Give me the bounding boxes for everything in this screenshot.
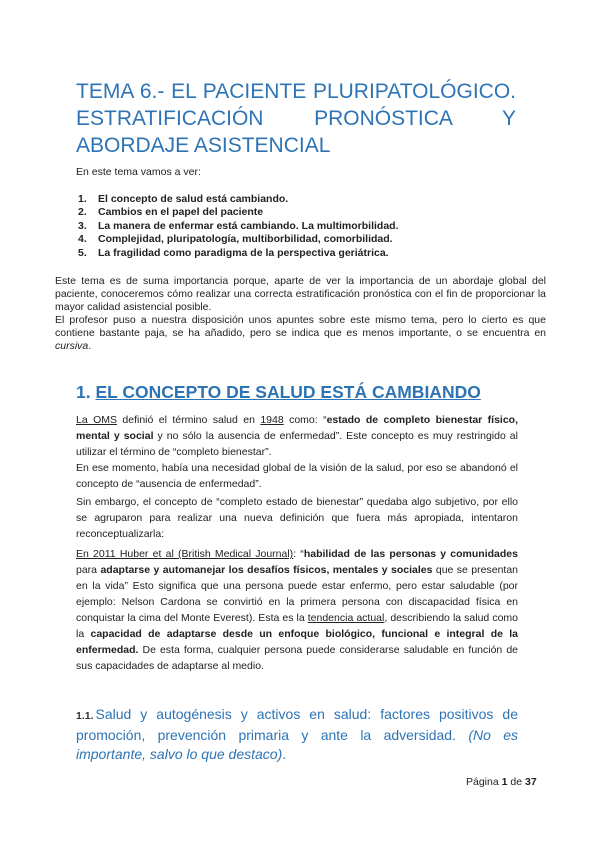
text-run: : “ — [293, 548, 304, 560]
subsection-heading — [76, 705, 518, 764]
topic-item — [78, 247, 399, 260]
text-run: definió el término salud en — [117, 414, 261, 426]
topic-text: La fragilidad como paradigma de la perspectiva geriátrica. — [98, 246, 389, 259]
huber-reference: En 2011 Huber et al (British Medical Journal) — [76, 548, 294, 560]
subsection-text: Salud y autogénesis y activos en salud: factores positivos de promoción, prevención primaria y ante la adversidad. — [76, 706, 518, 743]
page-total: 37 — [525, 776, 537, 788]
section-heading — [76, 382, 481, 403]
subsection-end: . — [282, 746, 287, 762]
text-run: , describiendo la salud como la — [76, 612, 518, 640]
section-paragraph-1 — [76, 412, 518, 460]
summary-p2-end: . — [88, 340, 92, 352]
text-run: que se presentan en la vida” Esto significa que una persona puede estar enfermo, pero estar saludable (por ejemplo: Nelson Cardona se convirtió en la primera persona con discapacidad física en conquistar la cima del Monte Everest). Esta es la — [76, 564, 519, 624]
text-run: y no sólo la ausencia de enfermedad”. Este concepto es muy restringido al utilizar el término de “completo bienestar”. — [76, 430, 518, 458]
bold-run: adaptarse y automanejar los desafíos físicos, mentales y sociales — [100, 564, 433, 576]
page-label: Página — [466, 776, 499, 788]
page-of: de — [510, 776, 523, 788]
title-line-2: ESTRATIFICACIÓN PRONÓSTICA Y — [76, 107, 516, 130]
subsection-italic: (No es importante, salvo lo que destaco) — [76, 727, 519, 762]
section-heading-text: EL CONCEPTO DE SALUD ESTÁ CAMBIANDO — [95, 382, 481, 402]
page-footer — [466, 776, 537, 788]
topic-item — [78, 206, 399, 219]
topic-text: La manera de enfermar está cambiando. La multimorbilidad. — [98, 219, 399, 232]
subsection-number: 1.1. — [76, 710, 94, 722]
section-paragraph-3: Sin embargo, el concepto de “completo estado de bienestar” quedaba algo subjetivo, por ello se agruparon para realizar una nueva definición que fuera más apropiada, intentaron reconceptualizarla: — [76, 496, 518, 540]
topic-number: 4. — [78, 233, 87, 246]
bold-run: habilidad de las personas y comunidades — [303, 548, 518, 560]
summary-block — [55, 275, 546, 353]
section-paragraph-4 — [76, 546, 518, 674]
title-line-1: TEMA 6.- EL PACIENTE PLURIPATOLÓGICO. — [76, 80, 516, 103]
topic-item — [78, 233, 399, 246]
page-title — [76, 78, 516, 159]
text-run: para — [76, 564, 101, 576]
topic-text: Cambios en el papel del paciente — [98, 206, 264, 219]
summary-paragraph-2 — [55, 314, 546, 353]
topic-item — [78, 220, 399, 233]
intro-text: En este tema vamos a ver: — [76, 166, 201, 178]
topic-number: 5. — [78, 246, 87, 259]
current-trend: tendencia actual — [307, 612, 385, 624]
topic-text: El concepto de salud está cambiando. — [98, 193, 289, 205]
topic-number: 3. — [78, 219, 87, 232]
topic-text: Complejidad, pluripatología, multiborbilidad, comorbilidad. — [98, 233, 393, 246]
oms-link-text: La OMS — [76, 414, 117, 426]
text-run: como: “ — [283, 414, 327, 426]
section-number: 1. — [76, 382, 91, 402]
summary-p2-italic: cursiva — [55, 340, 89, 352]
year-1948: 1948 — [260, 414, 284, 426]
topic-number: 1. — [78, 193, 87, 205]
topics-list — [78, 193, 399, 260]
section-paragraph-2: En ese momento, había una necesidad global de la visión de la salud, por eso se abandonó el concepto de “ausencia de enfermedad”. — [76, 462, 518, 490]
bold-run: capacidad de adaptarse desde un enfoque biológico, funcional e integral de la enfermedad. — [76, 628, 518, 656]
summary-p2-text: El profesor puso a nuestra disposición unos apuntes sobre este mismo tema, pero lo cierto es que contiene bastante paja, se ha añadido, pero se indica que es menos importante, o se encuentra en — [55, 314, 546, 339]
topic-number: 2. — [78, 206, 87, 219]
text-run: De esta forma, cualquier persona puede considerarse saludable en función de sus capacidades de adaptarse al medio. — [76, 644, 518, 672]
topic-item — [78, 193, 399, 206]
oms-definition: estado de completo bienestar físico, mental y social — [76, 414, 518, 442]
title-line-3: ABORDAJE ASISTENCIAL — [76, 134, 331, 157]
page-number: 1 — [501, 776, 508, 788]
summary-paragraph-1: Este tema es de suma importancia porque, aparte de ver la importancia de un abordaje global del paciente, conoceremos cómo realizar una correcta estratificación pronóstica con el fin de proporcionar la mayor calidad asistencial posible. — [55, 275, 546, 313]
